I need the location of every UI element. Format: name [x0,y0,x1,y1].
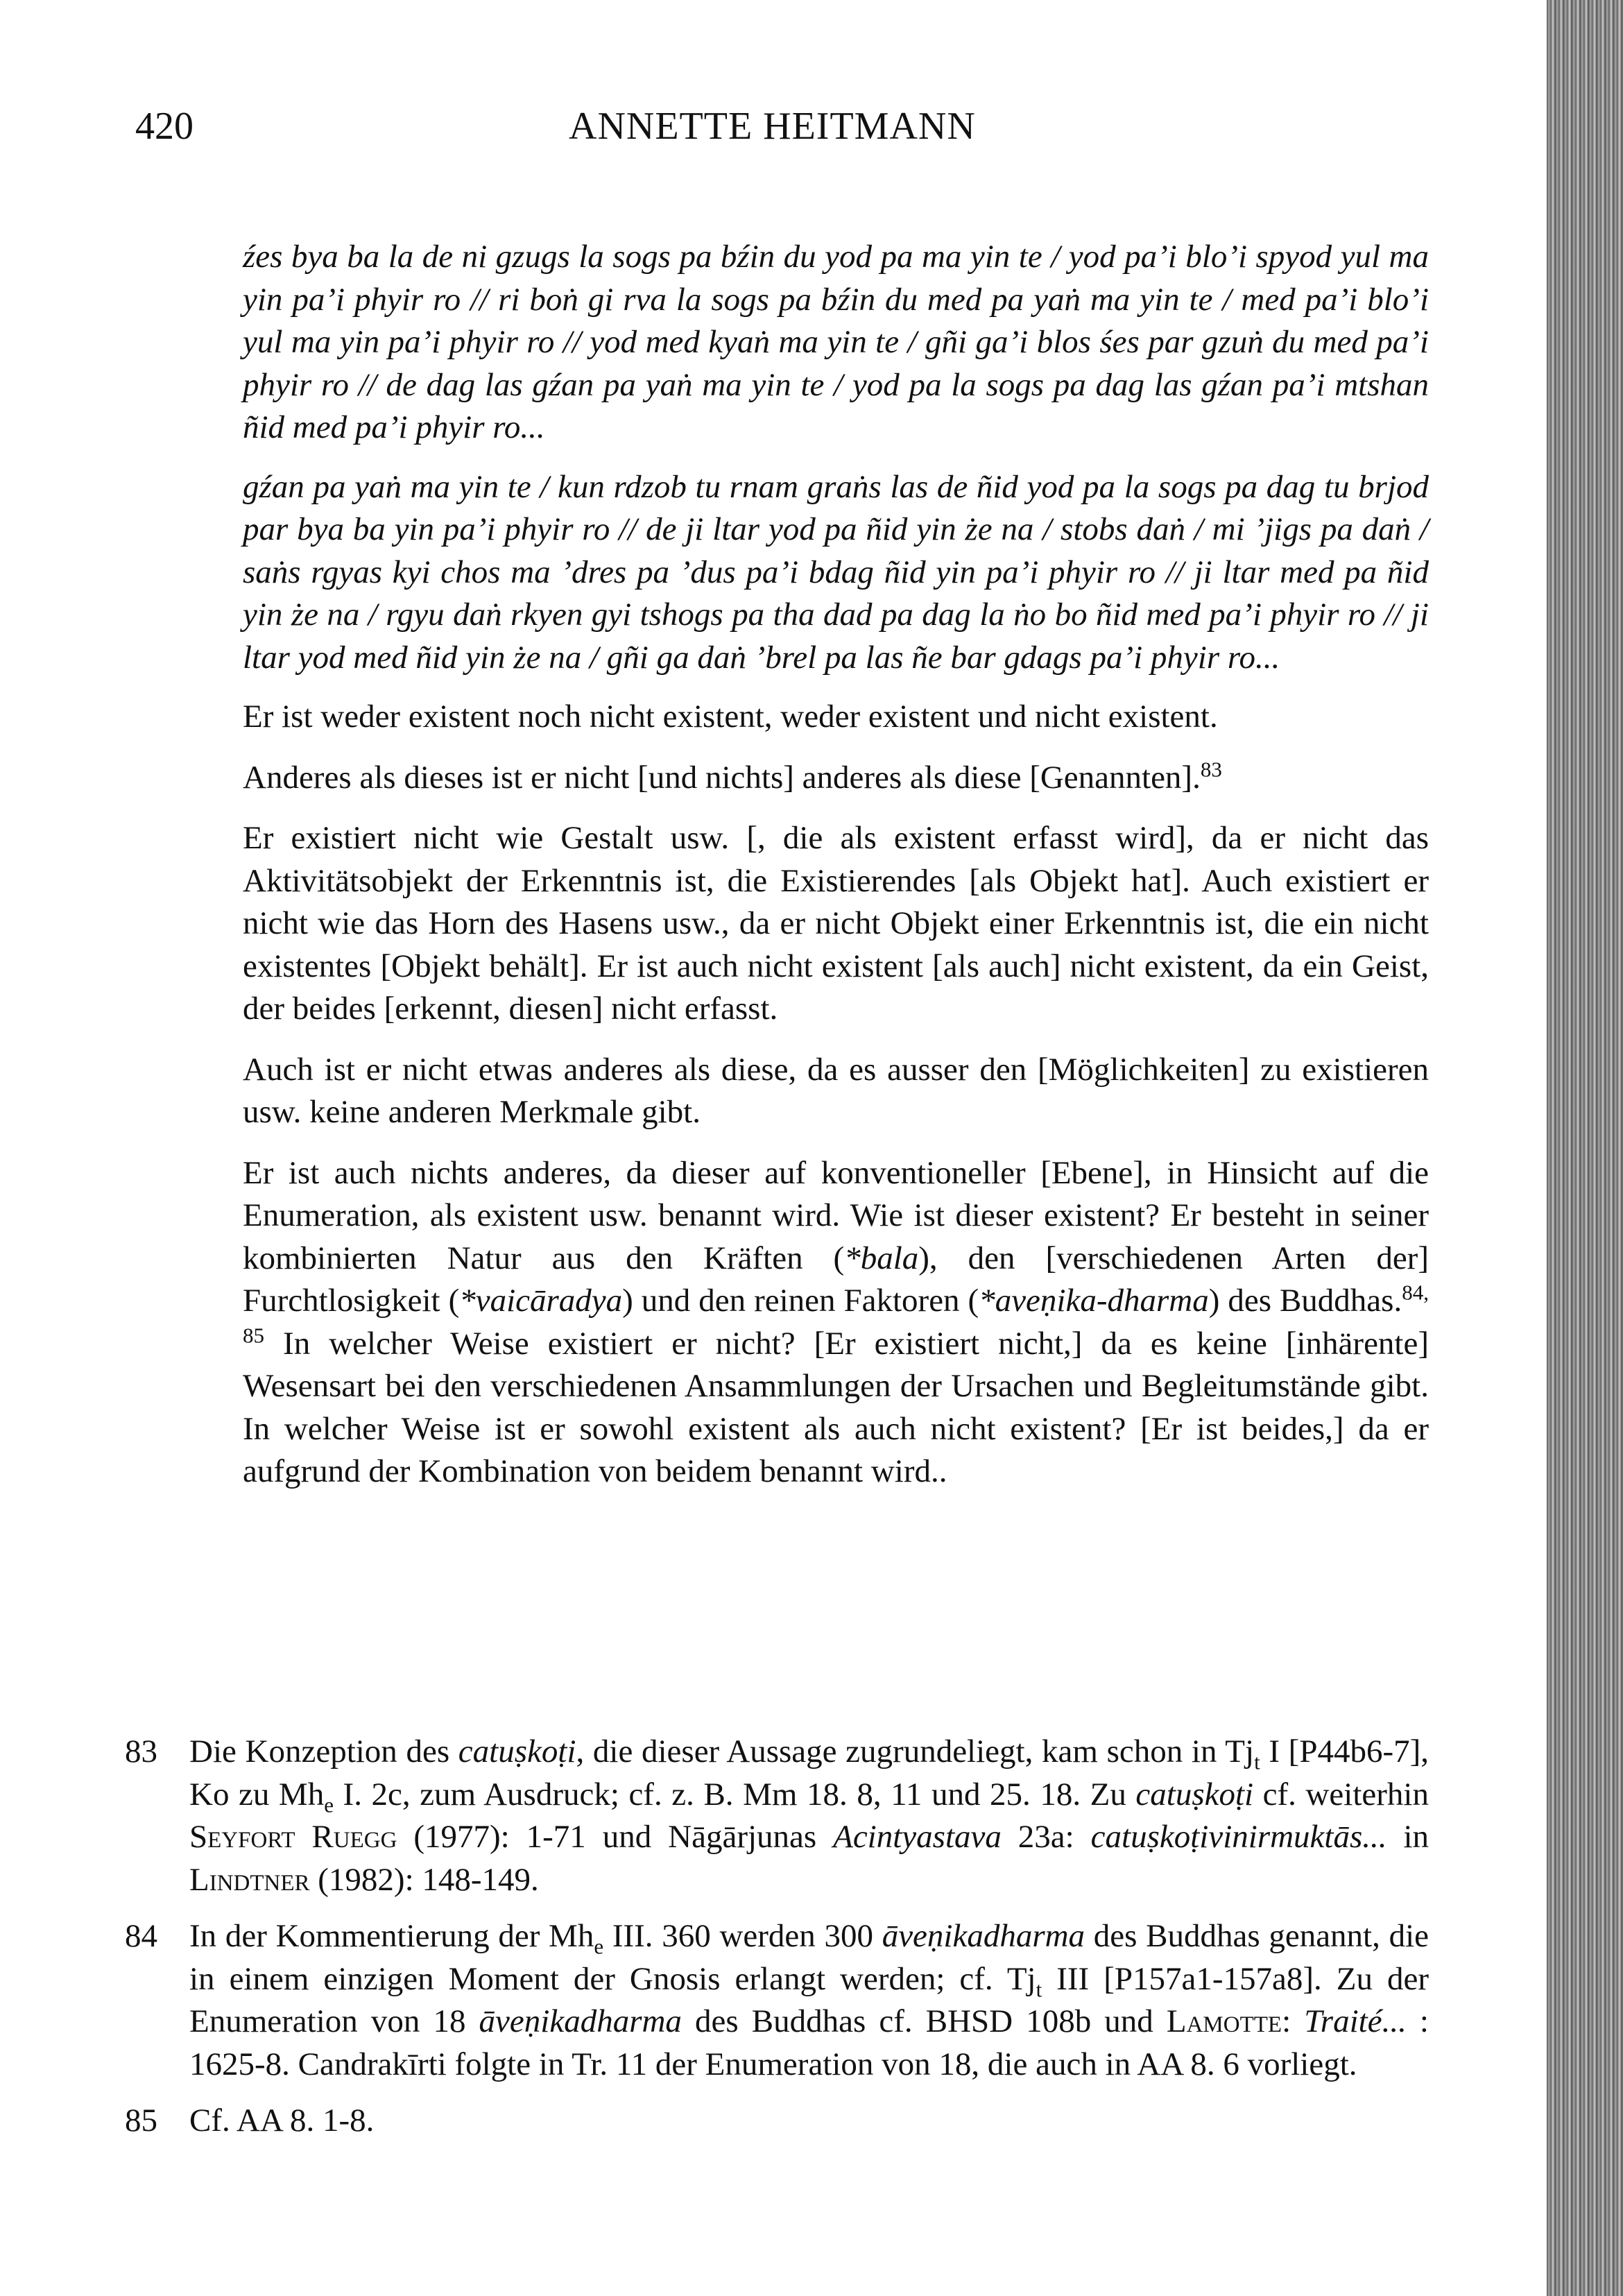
fn83-seg: in [1386,1819,1429,1855]
fn83-seg: , die dieser Aussage zugrundeliegt, kam schon in Tj [576,1733,1255,1770]
p5-seg-d: ) des Buddhas. [1208,1283,1402,1319]
p5-seg-e: In welcher Weise existiert er nicht? [Er existiert nicht,] da es keine [inhärente] Wesensart bei den verschiedenen Ansammlungen der Ursachen und Begleitumstände gibt. In welcher Weise ist er sowohl existent als auch nicht existent? [Er ist beides,] da er aufgrund der Kombination von beidem benannt wird.. [243,1325,1429,1489]
main-text [243,236,1429,1511]
p5-seg-a: Er ist auch nichts anderes, da dieser auf konventioneller [Ebene], in Hinsicht auf die Enumeration, als existent usw. benannt wird. Wie ist dieser existent? Er besteht in seiner kombinierten Natur aus den Kräften ( [243,1154,1429,1276]
translation-paragraph-2 [243,757,1429,800]
fn83-seg: I. 2c, zum Ausdruck; cf. z. B. Mm 18. 8, 11 und 25. 18. Zu [334,1776,1136,1813]
fn84-term: āveṇikadharma [882,1918,1085,1954]
fn84-seg: : [1282,2003,1305,2039]
fn83-seg: Die Konzeption des [189,1733,458,1770]
footnote-text [189,1731,1429,1901]
fn83-seg: I [P44b6-7], Ko zu Mh [189,1733,1429,1813]
fn84-sub: t [1036,1976,1042,2001]
term-bala: *bala [844,1240,919,1276]
footnote-85 [125,2100,1429,2143]
running-head [135,104,1092,160]
p5-seg-c: ) und den reinen Faktoren ( [622,1283,979,1319]
term-avenika-dharma: *aveṇika-dharma [979,1283,1209,1319]
fn84-seg: III [P157a1-157a8]. Zu der Enumeration von 18 [189,1960,1429,2039]
fn84-seg: : 1625-8. Candrakīrti folgte in Tr. 11 der Enumeration von 18, die auch in AA 8. 6 vorliegt. [189,2003,1429,2082]
fn83-seg: cf. weiterhin [1253,1776,1429,1813]
translation-paragraph-4: Auch ist er nicht etwas anderes als diese, da es ausser den [Möglichkeiten] zu existieren usw. keine anderen Merkmale gibt. [243,1051,1429,1130]
author-ruegg: Seyfort Ruegg [189,1819,397,1855]
author-lindtner: Lindtner [189,1861,310,1898]
footnote-84 [125,1915,1429,2086]
footnote-number: 85 [125,2102,157,2139]
term-vaicaradya: *vaicāradya [459,1283,623,1319]
fn84-sub: e [594,1934,604,1959]
running-head-author: ANNETTE HEITMANN [569,105,976,148]
fn84-term: Traité... [1304,2003,1407,2039]
fn83-seg: (1982): 148-149. [309,1861,539,1898]
translation-p2-text: Anderes als dieses ist er nicht [und nichts] anderes als diese [Genannten]. [243,759,1201,796]
fn83-sub: t [1254,1749,1260,1774]
footnotes [125,1731,1429,2157]
author-lamotte: Lamotte [1166,2003,1282,2039]
fn84-seg: III. 360 werden 300 [603,1918,882,1954]
fn84-seg: des Buddhas cf. BHSD 108b und [681,2003,1167,2039]
footnote-number: 84 [125,1918,157,1954]
fn83-seg: 23a: [1001,1819,1091,1855]
fn83-term: Acintyastava [833,1819,1002,1855]
page-number: 420 [135,105,194,148]
footnote-83 [125,1731,1429,1901]
translation-paragraph-1: Er ist weder existent noch nicht existent, weder existent und nicht existent. [243,699,1218,735]
fn83-sub: e [324,1792,334,1817]
scan-edge-shadow [1547,0,1623,2296]
fn83-term: catuṣkoṭivinirmuktās... [1090,1819,1387,1855]
footnote-text: Cf. AA 8. 1-8. [189,2102,375,2139]
fn83-seg: (1977): 1-71 und Nāgārjunas [397,1819,834,1855]
translation-paragraph-5 [243,1152,1429,1493]
footnote-ref-83[interactable]: 83 [1200,756,1222,781]
footnote-ref-84-85[interactable]: 84, 85 [243,1280,1429,1347]
translation-paragraph-3: Er existiert nicht wie Gestalt usw. [, die als existent erfasst wird], da er nicht das Aktivitätsobjekt der Erkenntnis ist, die Existierendes [als Objekt hat]. Auch existiert er nicht wie das Horn des Hasens usw., da er nicht Objekt einer Erkenntnis ist, die ein nicht existentes [Objekt behält]. Er ist auch nicht existent [als auch] nicht existent, da ein Geist, der beides [erkennt, diesen] nicht erfasst. [243,820,1429,1027]
footnote-number: 83 [125,1733,157,1770]
footnote-text [189,1915,1429,2086]
fn84-seg: des Buddhas genannt, die in einem einzigen Moment der Gnosis erlangt werden; cf. Tj [189,1918,1429,1997]
fn84-term: āveṇikadharma [479,2003,682,2039]
tibetan-paragraph-1: źes bya ba la de ni gzugs la sogs pa bźin du yod pa ma yin te / yod pa’i blo’i spyod yul ma yin pa’i phyir ro // ri boṅ gi rva la sogs pa bźin du med pa yaṅ ma yin te / med pa’i blo’i yul ma yin pa’i phyir ro // yod med kyaṅ ma yin te / gñi ga’i blos śes par gzuṅ du med pa’i phyir ro // de dag las gźan pa yaṅ ma yin te / yod pa la sogs pa dag las gźan pa’i mtshan ñid med pa’i phyir ro... [243,239,1429,445]
p5-seg-b: ), den [verschiedenen Arten der] Furchtlosigkeit ( [243,1240,1429,1319]
fn84-seg: In der Kommentierung der Mh [189,1918,594,1954]
fn83-term: catuṣkoṭi [458,1733,576,1770]
fn83-term: catuṣkoṭi [1135,1776,1254,1813]
tibetan-paragraph-2: gźan pa yaṅ ma yin te / kun rdzob tu rnam graṅs las de ñid yod pa la sogs pa dag tu brjod par bya ba yin pa’i phyir ro // de ji ltar yod pa ñid yin że na / stobs daṅ / mi ’jigs pa daṅ / saṅs rgyas kyi chos ma ’dres pa ’dus pa’i bdag ñid yin pa’i phyir ro // ji ltar med pa ñid yin że na / rgyu daṅ rkyen gyi tshogs pa tha dad pa dag la ṅo bo ñid med pa’i phyir ro // ji ltar yod med ñid yin że na / gñi ga daṅ ’brel pa las ñe bar gdags pa’i phyir ro... [243,468,1429,676]
